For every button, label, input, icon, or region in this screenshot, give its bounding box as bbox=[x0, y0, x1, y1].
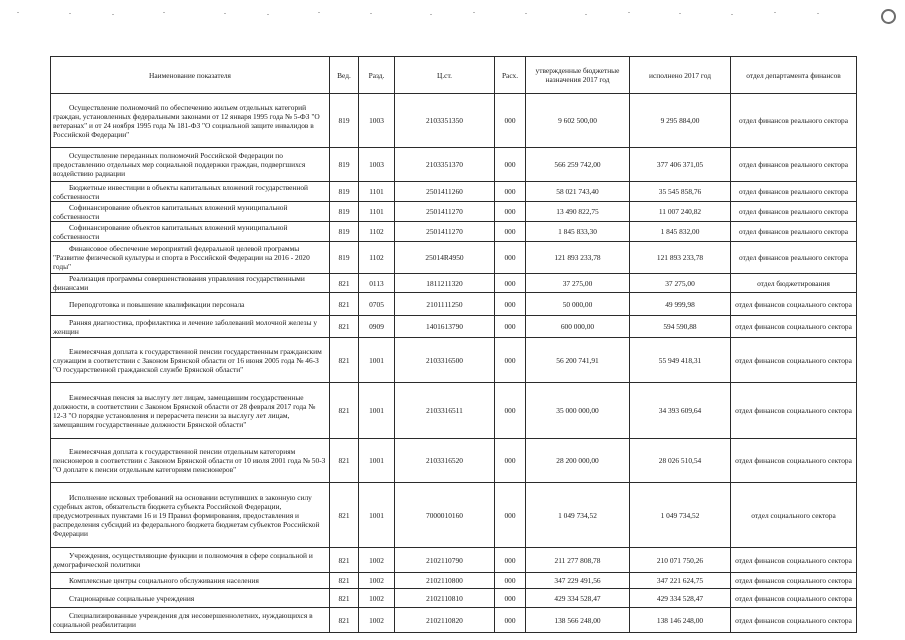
scan-speck bbox=[679, 13, 681, 14]
cell-razd: 1003 bbox=[359, 148, 395, 182]
cell-razd: 1001 bbox=[359, 483, 395, 548]
table-row bbox=[51, 242, 857, 274]
cell-cst: 2103316511 bbox=[395, 383, 495, 439]
cell-name: Ежемесячная пенсия за выслугу лет лицам, замещавшим государственные должности, в соответствии с Законом Брянской области от 28 февраля 2017 года № 12-З "О порядке установления и перерасчета пенсии за выслугу лет лицам, замещавшим государственные должности Брянской области" bbox=[51, 383, 330, 439]
cell-razd: 1102 bbox=[359, 242, 395, 274]
scan-speck bbox=[267, 14, 269, 15]
cell-cst: 2501411270 bbox=[395, 202, 495, 222]
table-row bbox=[51, 573, 857, 589]
cell-name: Осуществление переданных полномочий Российской Федерации по предоставлению отдельных мер социальной поддержки граждан, подвергшихся воздействию радиации bbox=[51, 148, 330, 182]
cell-dept: отдел финансов реального сектора bbox=[731, 182, 857, 202]
table-row bbox=[51, 293, 857, 316]
cell-plan: 35 000 000,00 bbox=[526, 383, 630, 439]
cell-razd: 0113 bbox=[359, 274, 395, 293]
cell-name: Реализация программы совершенствования управления государственными финансами bbox=[51, 274, 330, 293]
cell-cst: 2103316500 bbox=[395, 338, 495, 383]
cell-name: Софинансирование объектов капитальных вложений муниципальной собственности bbox=[51, 202, 330, 222]
cell-name: Осуществление полномочий по обеспечению жильем отдельных категорий граждан, установленных федеральными законами от 12 января 1995 года № 5-ФЗ "О ветеранах" и от 24 ноября 1995 года № 181-ФЗ "О социальной защите инвалидов в Российской Федерации" bbox=[51, 94, 330, 148]
cell-dept: отдел бюджетирования bbox=[731, 274, 857, 293]
cell-ved: 821 bbox=[330, 483, 359, 548]
cell-rash: 000 bbox=[495, 338, 526, 383]
cell-rash: 000 bbox=[495, 202, 526, 222]
cell-ved: 821 bbox=[330, 316, 359, 338]
scan-speck bbox=[69, 13, 71, 14]
header-rash: Расх. bbox=[495, 57, 526, 94]
table-row bbox=[51, 222, 857, 242]
cell-fact: 429 334 528,47 bbox=[630, 589, 731, 608]
header-razd: Разд. bbox=[359, 57, 395, 94]
cell-fact: 1 049 734,52 bbox=[630, 483, 731, 548]
cell-rash: 000 bbox=[495, 148, 526, 182]
table-header-row bbox=[51, 57, 857, 94]
cell-cst: 2102110790 bbox=[395, 548, 495, 573]
cell-plan: 211 277 808,78 bbox=[526, 548, 630, 573]
cell-plan: 566 259 742,00 bbox=[526, 148, 630, 182]
cell-dept: отдел финансов реального сектора bbox=[731, 94, 857, 148]
cell-razd: 0909 bbox=[359, 316, 395, 338]
table-row bbox=[51, 148, 857, 182]
cell-rash: 000 bbox=[495, 573, 526, 589]
cell-fact: 11 007 240,82 bbox=[630, 202, 731, 222]
table-row bbox=[51, 589, 857, 608]
cell-name: Финансовое обеспечение мероприятий федеральной целевой программы "Развитие физической культуры и спорта в Российской Федерации на 2016 - 2020 годы" bbox=[51, 242, 330, 274]
cell-cst: 1401613790 bbox=[395, 316, 495, 338]
cell-rash: 000 bbox=[495, 94, 526, 148]
cell-fact: 347 221 624,75 bbox=[630, 573, 731, 589]
cell-ved: 821 bbox=[330, 274, 359, 293]
cell-rash: 000 bbox=[495, 274, 526, 293]
cell-fact: 37 275,00 bbox=[630, 274, 731, 293]
cell-fact: 1 845 832,00 bbox=[630, 222, 731, 242]
cell-plan: 28 200 000,00 bbox=[526, 439, 630, 483]
cell-razd: 1002 bbox=[359, 608, 395, 633]
cell-plan: 56 200 741,91 bbox=[526, 338, 630, 383]
cell-razd: 1101 bbox=[359, 182, 395, 202]
cell-ved: 819 bbox=[330, 94, 359, 148]
table-row bbox=[51, 316, 857, 338]
cell-fact: 210 071 750,26 bbox=[630, 548, 731, 573]
cell-ved: 819 bbox=[330, 148, 359, 182]
cell-plan: 1 845 833,30 bbox=[526, 222, 630, 242]
cell-rash: 000 bbox=[495, 316, 526, 338]
cell-rash: 000 bbox=[495, 182, 526, 202]
cell-dept: отдел финансов социального сектора bbox=[731, 316, 857, 338]
cell-dept: отдел финансов реального сектора bbox=[731, 202, 857, 222]
cell-plan: 429 334 528,47 bbox=[526, 589, 630, 608]
scan-speck bbox=[473, 12, 475, 13]
cell-cst: 2103351370 bbox=[395, 148, 495, 182]
cell-rash: 000 bbox=[495, 222, 526, 242]
cell-razd: 1002 bbox=[359, 573, 395, 589]
scan-speck bbox=[774, 12, 776, 13]
header-ved: Вед. bbox=[330, 57, 359, 94]
header-name: Наименование показателя bbox=[51, 57, 330, 94]
scan-speck bbox=[628, 12, 630, 13]
cell-ved: 821 bbox=[330, 338, 359, 383]
cell-razd: 1101 bbox=[359, 202, 395, 222]
cell-plan: 9 602 500,00 bbox=[526, 94, 630, 148]
cell-cst: 7000010160 bbox=[395, 483, 495, 548]
cell-cst: 2103351350 bbox=[395, 94, 495, 148]
cell-fact: 138 146 248,00 bbox=[630, 608, 731, 633]
scan-speck bbox=[318, 12, 320, 13]
scan-speck bbox=[430, 14, 432, 15]
cell-ved: 819 bbox=[330, 242, 359, 274]
cell-fact: 121 893 233,78 bbox=[630, 242, 731, 274]
scan-noise bbox=[0, 12, 905, 20]
cell-ved: 821 bbox=[330, 383, 359, 439]
table-row bbox=[51, 548, 857, 573]
cell-name: Ранняя диагностика, профилактика и лечение заболеваний молочной железы у женщин bbox=[51, 316, 330, 338]
cell-plan: 13 490 822,75 bbox=[526, 202, 630, 222]
cell-rash: 000 bbox=[495, 293, 526, 316]
cell-dept: отдел финансов социального сектора bbox=[731, 383, 857, 439]
corner-circle-mark bbox=[881, 9, 896, 24]
cell-name: Комплексные центры социального обслуживания населения bbox=[51, 573, 330, 589]
scan-speck bbox=[817, 13, 819, 14]
cell-plan: 600 000,00 bbox=[526, 316, 630, 338]
cell-dept: отдел финансов социального сектора bbox=[731, 608, 857, 633]
cell-rash: 000 bbox=[495, 548, 526, 573]
cell-ved: 819 bbox=[330, 182, 359, 202]
cell-cst: 2501411260 bbox=[395, 182, 495, 202]
cell-fact: 594 590,88 bbox=[630, 316, 731, 338]
cell-plan: 50 000,00 bbox=[526, 293, 630, 316]
cell-fact: 49 999,98 bbox=[630, 293, 731, 316]
table-row bbox=[51, 439, 857, 483]
cell-cst: 25014R4950 bbox=[395, 242, 495, 274]
cell-razd: 1003 bbox=[359, 94, 395, 148]
cell-ved: 821 bbox=[330, 548, 359, 573]
cell-razd: 1001 bbox=[359, 383, 395, 439]
cell-plan: 347 229 491,56 bbox=[526, 573, 630, 589]
table-row bbox=[51, 182, 857, 202]
cell-razd: 1001 bbox=[359, 338, 395, 383]
cell-dept: отдел финансов реального сектора bbox=[731, 242, 857, 274]
cell-rash: 000 bbox=[495, 608, 526, 633]
cell-fact: 34 393 609,64 bbox=[630, 383, 731, 439]
cell-rash: 000 bbox=[495, 439, 526, 483]
table-row bbox=[51, 338, 857, 383]
budget-execution-table bbox=[50, 56, 857, 633]
table-body bbox=[51, 94, 857, 633]
cell-ved: 819 bbox=[330, 202, 359, 222]
scan-speck bbox=[370, 13, 372, 14]
cell-ved: 819 bbox=[330, 222, 359, 242]
table-row bbox=[51, 383, 857, 439]
cell-fact: 55 949 418,31 bbox=[630, 338, 731, 383]
cell-name: Учреждения, осуществляющие функции и полномочия в сфере социальной и демографической политики bbox=[51, 548, 330, 573]
cell-name: Переподготовка и повышение квалификации персонала bbox=[51, 293, 330, 316]
cell-razd: 1002 bbox=[359, 548, 395, 573]
scan-speck bbox=[731, 14, 733, 15]
cell-plan: 138 566 248,00 bbox=[526, 608, 630, 633]
cell-plan: 58 021 743,40 bbox=[526, 182, 630, 202]
header-cst: Ц.ст. bbox=[395, 57, 495, 94]
cell-plan: 37 275,00 bbox=[526, 274, 630, 293]
cell-rash: 000 bbox=[495, 383, 526, 439]
cell-name: Ежемесячная доплата к государственной пенсии отдельным категориям пенсионеров в соответствии с Законом Брянской области от 10 июля 2001 года № 50-З "О доплате к пенсии отдельным категориям пенсионеров" bbox=[51, 439, 330, 483]
cell-fact: 35 545 858,76 bbox=[630, 182, 731, 202]
cell-razd: 0705 bbox=[359, 293, 395, 316]
table-row bbox=[51, 608, 857, 633]
cell-cst: 2101111250 bbox=[395, 293, 495, 316]
cell-fact: 377 406 371,05 bbox=[630, 148, 731, 182]
cell-name: Ежемесячная доплата к государственной пенсии государственным гражданским служащим в соответствии с Законом Брянской области от 16 июня 2005 года № 46-З "О государственной гражданской службе Брянской области" bbox=[51, 338, 330, 383]
scan-speck bbox=[585, 14, 587, 15]
cell-cst: 2102110810 bbox=[395, 589, 495, 608]
cell-plan: 121 893 233,78 bbox=[526, 242, 630, 274]
table-row bbox=[51, 202, 857, 222]
cell-dept: отдел социального сектора bbox=[731, 483, 857, 548]
cell-rash: 000 bbox=[495, 483, 526, 548]
cell-fact: 9 295 884,00 bbox=[630, 94, 731, 148]
cell-dept: отдел финансов социального сектора bbox=[731, 548, 857, 573]
cell-ved: 821 bbox=[330, 439, 359, 483]
scan-speck bbox=[224, 13, 226, 14]
cell-name: Стационарные социальные учреждения bbox=[51, 589, 330, 608]
cell-dept: отдел финансов социального сектора bbox=[731, 573, 857, 589]
cell-dept: отдел финансов социального сектора bbox=[731, 293, 857, 316]
cell-name: Софинансирование объектов капитальных вложений муниципальной собственности bbox=[51, 222, 330, 242]
cell-dept: отдел финансов реального сектора bbox=[731, 222, 857, 242]
scan-speck bbox=[17, 12, 19, 13]
cell-cst: 1811211320 bbox=[395, 274, 495, 293]
cell-razd: 1102 bbox=[359, 222, 395, 242]
cell-dept: отдел финансов социального сектора bbox=[731, 589, 857, 608]
cell-ved: 821 bbox=[330, 608, 359, 633]
cell-cst: 2103316520 bbox=[395, 439, 495, 483]
table-row bbox=[51, 483, 857, 548]
cell-name: Исполнение исковых требований на основании вступивших в законную силу судебных актов, обязательств бюджета субъекта Российской Федерации, предусмотренных пунктами 16 и 19 Правил формирования, предоставления и распределения субсидий из федерального бюджета бюджетам субъектов Российской Федерации bbox=[51, 483, 330, 548]
cell-dept: отдел финансов реального сектора bbox=[731, 148, 857, 182]
scan-speck bbox=[525, 13, 527, 14]
cell-cst: 2501411270 bbox=[395, 222, 495, 242]
cell-fact: 28 026 510,54 bbox=[630, 439, 731, 483]
cell-cst: 2102110820 bbox=[395, 608, 495, 633]
scan-speck bbox=[112, 14, 114, 15]
cell-razd: 1001 bbox=[359, 439, 395, 483]
table-row bbox=[51, 274, 857, 293]
cell-dept: отдел финансов социального сектора bbox=[731, 338, 857, 383]
header-fact: исполнено 2017 год bbox=[630, 57, 731, 94]
cell-ved: 821 bbox=[330, 293, 359, 316]
cell-ved: 821 bbox=[330, 573, 359, 589]
cell-name: Бюджетные инвестиции в объекты капитальных вложений государственной собственности bbox=[51, 182, 330, 202]
cell-razd: 1002 bbox=[359, 589, 395, 608]
cell-rash: 000 bbox=[495, 242, 526, 274]
cell-rash: 000 bbox=[495, 589, 526, 608]
cell-ved: 821 bbox=[330, 589, 359, 608]
cell-cst: 2102110800 bbox=[395, 573, 495, 589]
header-dept: отдел департамента финансов bbox=[731, 57, 857, 94]
scan-speck bbox=[163, 12, 165, 13]
cell-plan: 1 049 734,52 bbox=[526, 483, 630, 548]
cell-name: Специализированные учреждения для несовершеннолетних, нуждающихся в социальной реабилитации bbox=[51, 608, 330, 633]
cell-dept: отдел финансов социального сектора bbox=[731, 439, 857, 483]
table-row bbox=[51, 94, 857, 148]
header-plan: утвержденные бюджетные назначения 2017 год bbox=[526, 57, 630, 94]
